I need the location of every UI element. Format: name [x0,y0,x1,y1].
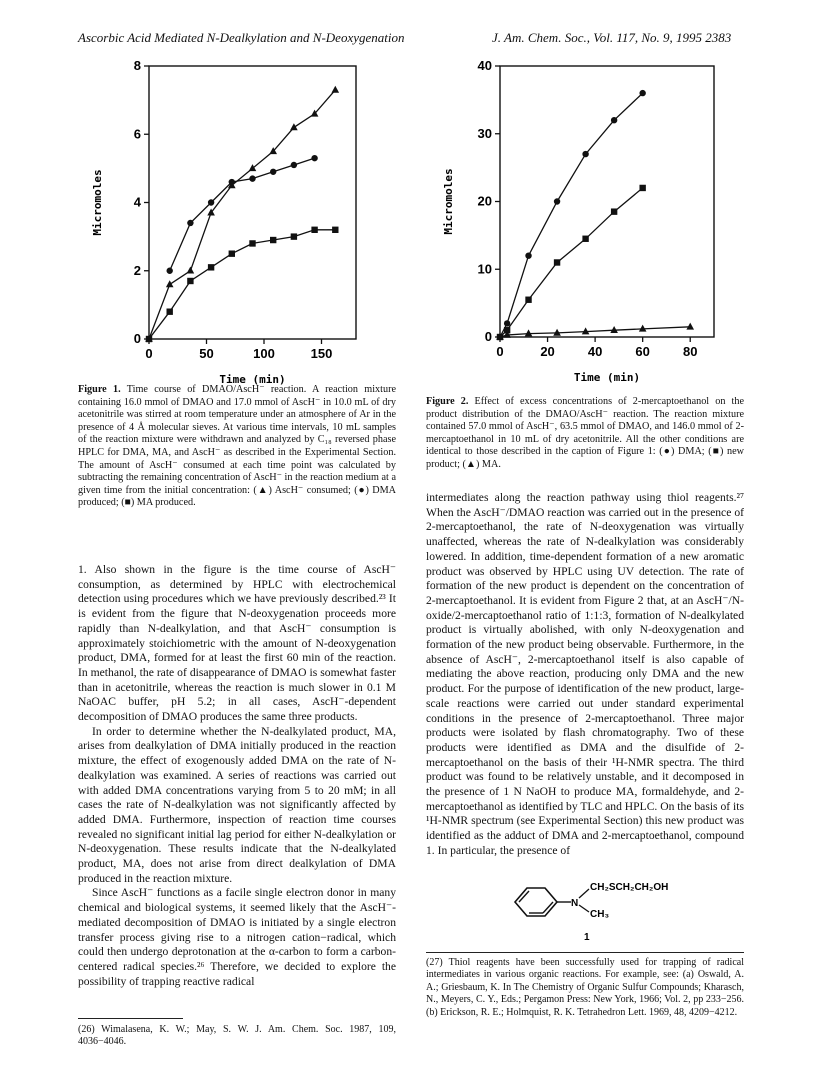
running-header-left: Ascorbic Acid Mediated N-Dealkylation and N-Deoxygenation [78,30,405,45]
figure-2-chart [442,56,758,386]
figure-1-chart [91,56,375,386]
data-point-triangle [332,86,340,93]
plot-frame [500,66,714,337]
footnote-27: (27) Thiol reagents have been successfully used for trapping of radical intermediates in various organic reactions. For example, see: (a) Oswald, A. A.; Griesbaum, K. In The Chemistry of Organic Sulfur Compounds; Kharasch, N., Meyers, C. Y., Eds.; Pergamon Press: New York, 1966; Vol. 2, pp 233−256. (b) Erickson, R. E.; Holmquist, R. K. Tetrahedron Lett. 1969, 48, 4209−4212. [426,957,744,1018]
data-point-circle [187,220,193,226]
data-point-square [582,236,588,242]
data-point-square [208,264,214,270]
x-tick-label: 60 [635,344,650,359]
data-point-circle [582,151,588,157]
left-column-text [78,563,396,989]
x-tick-label: 150 [310,346,333,361]
data-point-square [554,259,560,265]
data-point-square [611,208,617,214]
y-tick-label: 0 [484,329,492,344]
data-point-circle [554,198,560,204]
y-axis-label: Micromoles [442,168,455,235]
data-point-triangle [166,280,174,287]
compound-label: 1 [584,932,590,943]
data-point-circle [291,162,297,168]
structure-chain: CH₂SCH₂CH₂OH [590,882,669,893]
data-point-square [311,227,317,233]
x-tick-label: 20 [540,344,555,359]
x-tick-label: 40 [587,344,603,359]
footnote-rule [78,1018,183,1019]
y-tick-label: 2 [133,262,141,278]
data-point-circle [208,199,214,205]
data-point-circle [249,175,255,181]
x-axis-label: Time (min) [219,373,286,386]
series-line-square [500,188,643,337]
x-tick-label: 0 [145,346,153,361]
y-tick-label: 30 [477,125,492,141]
series-line-circle [500,93,643,337]
data-point-circle [504,320,510,326]
y-tick-label: 4 [133,194,141,210]
data-point-square [332,227,338,233]
data-point-circle [611,117,617,123]
y-tick-label: 6 [133,126,141,142]
y-axis-label: Micromoles [91,169,104,236]
running-header-right: J. Am. Chem. Soc., Vol. 117, No. 9, 1995 2383 [492,30,732,45]
x-tick-label: 50 [199,346,214,361]
paragraph: 1. Also shown in the figure is the time course of AscH⁻ consumption, as determined by HPLC with electrochemical detection using procedures which we have previously described.²³ It is evident from the figure that N-deoxygenation proceeds more rapidly than N-dealkylation, and that AscH⁻ consumption is approximately stoichiometric with the amount of N-deoxygenation product, DMA, formed for at least the first 60 min of the reaction. In methanol, the rate of disappearance of DMAO is somewhat faster than in acetonitrile, whereas the reaction is much slower in 0.1 M NaOAC buffer, pH 5.2; in all cases, AscH⁻-dependent decomposition of DMAO produces the same three products. [78,563,396,724]
data-point-square [249,240,255,246]
data-point-circle [525,253,531,259]
figure-2-caption-text: Effect of excess concentrations of 2-mercaptoethanol on the product distribution of the DMAO/AscH⁻ reaction. The reaction mixture contained 57.0 mmol of AscH⁻, 63.5 mmol of DMAO, and 146.0 mmol of 2-mercaptoethanol in 10 mL of dry acetonitrile. All the other conditions are identical to those described in the caption of Figure 1: (●) DMA; (■) new product; (▲) MA. [426,396,744,470]
series-line-square [149,230,335,339]
data-point-square [639,185,645,191]
y-tick-label: 0 [133,331,141,346]
figure-2-caption-label: Figure 2. [426,396,469,407]
y-tick-label: 8 [133,58,141,73]
data-point-square [291,233,297,239]
paragraph: In order to determine whether the N-dealkylated product, MA, arises from dealkylation of DMA initially produced in the reaction mixture, the effect of exogenously added DMA on the rate of N-dealkylation was examined. A series of reactions was carried out with added DMA concentrations varying from 5 to 20 mM; in all cases the rate of N-dealkylation was not significantly affected by added DMA. Furthermore, inspection of reaction time courses revealed no significant initial lag period for either N-dealkylation or N-deoxygenation. These results indicate that the N-dealkylated product, MA, does not arise from direct dealkylation of DMA produced in the reaction mixture. [78,724,396,885]
data-point-circle [229,179,235,185]
figure-2-caption [426,396,744,472]
x-tick-label: 0 [496,344,504,359]
x-tick-label: 80 [682,344,698,359]
data-point-triangle [249,164,257,171]
paragraph: Since AscH⁻ functions as a facile single electron donor in many chemical and biological systems, it seemed likely that the AscH⁻-mediated decomposition of DMAO is initiated by a single electron transfer process giving rise to a nitrogen cation−radical, which could then undergo deprotonation at the α-carbon to form a carbon-centered radical species.²⁶ Therefore, we decided to explore the possibility of trapping reactive radical [78,886,396,988]
x-axis-label: Time (min) [573,371,641,384]
plot-frame [149,66,356,339]
data-point-square [146,336,152,342]
structure-n: N [571,898,579,909]
data-point-circle [639,90,645,96]
paragraph: intermediates along the reaction pathway using thiol reagents.²⁷ When the AscH⁻/DMAO reaction was carried out in the presence of 2-mercaptoethanol, the rate of N-deoxygenation was virtually unaffected, whereas the rate of N-dealkylation was considerably lowered. In addition, time-dependent formation of a new aromatic product was observed by HPLC using UV detection. The rate of formation of the new product is dependent on the concentration of 2-mercaptoethanol. It is evident from Figure 2 that, at an AscH⁻/N-oxide/2-mercaptoethanol ratio of 1:1:3, formation of N-dealkylated product is virtually abolished, with only N-deoxygenation and formation of the new product being observable. Furthermore, in the absence of AscH⁻, 2-mercaptoethanol itself is also capable of mediating the above reaction, producing only DMA and the new product. For the purpose of identification of the new product, large-scale reactions were carried out under standard experimental conditions in the presence of 2-mercaptoethanol. Three major products were isolated by flash chromatography. Two of these products were identified as DMA and the disulfide of 2-mercaptoethanol on the basis of their ¹H-NMR spectra. The third product was found to be relatively unstable, and it decomposed in the presence of 1 N NaOH to produce MA, formaldehyde, and 2-mercaptoethanol as identified by TLC and HPLC. On the basis of its ¹H-NMR spectrum (see Experimental Section) this new product was identified as the adduct of DMA and 2-mercaptoethanol, compound 1. In particular, the presence of [426,491,744,857]
data-point-triangle [290,123,298,130]
data-point-square [525,297,531,303]
data-point-square [187,278,193,284]
compound-1-structure [505,872,705,944]
y-tick-label: 10 [477,261,492,277]
footnote-26: (26) Wimalasena, K. W.; May, S. W. J. Am. Chem. Soc. 1987, 109, 4036−4046. [78,1024,396,1048]
y-tick-label: 40 [477,58,492,73]
data-point-circle [270,169,276,175]
data-point-circle [311,155,317,161]
data-point-circle [167,268,173,274]
data-point-triangle [187,267,195,274]
data-point-square [167,309,173,315]
footnote-rule [426,952,744,953]
figure-1-caption-text: Time course of DMAO/AscH⁻ reaction. A reaction mixture containing 16.0 mmol of DMAO and 17.0 mmol of AscH⁻ in 10.0 mL of dry acetonitrile was stirred at room temperature under an atmosphere of Ar in the presence of 4 Å molecular sieves. At various time intervals, 10 mL samples of the reaction mixture were withdrawn and analyzed by C₁₈ reversed phase HPLC for DMA, MA, and AscH⁻ as described in the Experimental Section. The amount of AscH⁻ consumed at each time point was calculated by subtracting the remaining concentration of AscH⁻ in the reaction medium at a given time from the initial concentration: (▲) AscH⁻ consumed; (●) DMA produced; (■) MA produced. [78,384,396,509]
figure-1-caption-label: Figure 1. [78,384,121,395]
data-point-square [270,237,276,243]
x-tick-label: 100 [253,346,275,361]
y-tick-label: 20 [477,193,492,209]
right-column-text [426,491,744,859]
structure-methyl: CH₃ [590,909,610,920]
series-line-circle [170,158,315,271]
data-point-square [229,250,235,256]
data-point-triangle [686,323,694,330]
figure-1-caption [78,384,396,510]
